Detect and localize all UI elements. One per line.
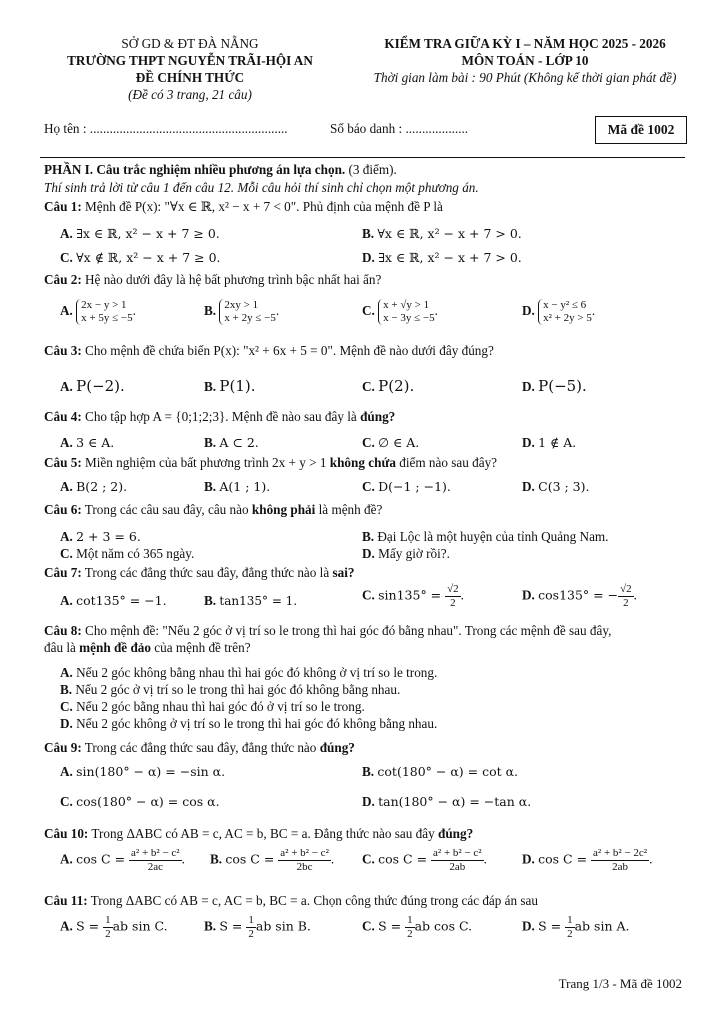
question-3: Câu 3: Cho mệnh đề chứa biến P(x): "x² + 6x + 5 = 0". Mệnh đề nào dưới đây đúng? xyxy=(44,343,494,358)
q6-option-a[interactable]: A. 2 + 3 = 6. xyxy=(60,529,141,544)
q3-option-a[interactable]: A. P(−2). xyxy=(60,377,125,395)
q4-option-c[interactable]: C. ∅ ∈ A. xyxy=(362,435,420,450)
q3-text: Cho mệnh đề chứa biến P(x): "x² + 6x + 5 = 0". Mệnh đề nào dưới đây đúng? xyxy=(85,343,494,358)
part1-heading xyxy=(44,162,397,178)
header-left xyxy=(40,35,340,103)
q6-option-d[interactable]: D. Mấy giờ rồi?. xyxy=(362,546,450,561)
exam-code-box: Mã đề 1002 xyxy=(595,116,687,144)
q9-option-b[interactable]: B. cot(180° − α) = cot α. xyxy=(362,764,519,779)
part1-title: PHẦN I. Câu trắc nghiệm nhiều phương án lựa chọn. xyxy=(44,162,346,177)
question-4: Câu 4: Cho tập hợp A = {0;1;2;3}. Mệnh đề nào sau đây là đúng? xyxy=(44,409,396,424)
q5-option-c[interactable]: C. D(−1 ; −1). xyxy=(362,479,451,494)
question-11: Câu 11: Trong ΔABC có AB = c, AC = b, BC = a. Chọn công thức đúng trong các đáp án sau xyxy=(44,893,539,908)
question-8: Câu 8: Cho mệnh đề: "Nếu 2 góc ở vị trí so le trong thì hai góc đó bằng nhau". Trong các mệnh đề sau đây, xyxy=(44,623,612,638)
q9-option-c[interactable]: C. cos(180° − α) = cos α. xyxy=(60,794,220,809)
school-name: TRƯỜNG THPT NGUYỄN TRÃI-HỘI AN xyxy=(67,53,313,68)
q5-option-d[interactable]: D. C(3 ; 3). xyxy=(522,479,590,494)
part1-instruction: Thí sinh trả lời từ câu 1 đến câu 12. Mỗi câu hỏi thí sinh chỉ chọn một phương án. xyxy=(44,180,479,195)
pages-note: (Đề có 3 trang, 21 câu) xyxy=(128,87,252,102)
name-field: Họ tên : ............................................................ xyxy=(44,121,288,136)
official-label: ĐỀ CHÍNH THỨC xyxy=(135,70,245,85)
part1-points: (3 điểm). xyxy=(345,162,397,177)
q7-option-c[interactable]: C. sin135° = $\frac{√2}{2}$ . xyxy=(362,583,464,609)
q4-option-d[interactable]: D. 1 ∉ A. xyxy=(522,435,577,450)
q2-option-b[interactable]: B. 2xy > 1 x + 2y ≤ −5 . xyxy=(204,299,280,324)
question-7: Câu 7: Trong các đẳng thức sau đây, đẳng thức nào là sai? xyxy=(44,565,355,580)
q10-option-a[interactable]: A. cos C = $\frac{\text{a² + b² − c²}}{2ac}$ . xyxy=(60,847,185,873)
q5-option-a[interactable]: A. B(2 ; 2). xyxy=(60,479,128,494)
exam-title: KIỂM TRA GIỮA KỲ I – NĂM HỌC 2025 - 2026 xyxy=(384,36,666,51)
question-5: Câu 5: Miền nghiệm của bất phương trình 2x + y > 1 không chứa điểm nào sau đây? xyxy=(44,455,498,470)
q1-label: Câu 1: xyxy=(44,199,82,214)
question-6: Câu 6: Trong các câu sau đây, câu nào không phải là mệnh đề? xyxy=(44,502,383,517)
q1-option-a[interactable]: A. ∃x ∈ ℝ, x² − x + 7 ≥ 0. xyxy=(60,226,220,241)
q9-option-a[interactable]: A. sin(180° − α) = −sin α. xyxy=(60,764,226,779)
id-field: Số báo danh : ................... xyxy=(330,121,469,136)
q1-option-b[interactable]: B. ∀x ∈ ℝ, x² − x + 7 > 0. xyxy=(362,226,522,241)
q11-option-d[interactable]: D. S = $\frac{1}{2}$ ab sin A. xyxy=(522,914,630,940)
question-1 xyxy=(44,199,443,215)
question-9: Câu 9: Trong các đẳng thức sau đây, đẳng thức nào đúng? xyxy=(44,740,355,755)
page-footer: Trang 1/3 - Mã đề 1002 xyxy=(558,976,682,991)
question-10: Câu 10: Trong ΔABC có AB = c, AC = b, BC = a. Đẳng thức nào sau đây đúng? xyxy=(44,826,474,841)
q8-option-b[interactable]: B. Nếu 2 góc ở vị trí so le trong thì hai góc đó không bằng nhau. xyxy=(60,682,401,697)
question-8-cont: đâu là mệnh đề đảo của mệnh đề trên? xyxy=(44,640,251,655)
q5-option-b[interactable]: B. A(1 ; 1). xyxy=(204,479,271,494)
q1-option-c[interactable]: C. ∀x ∉ ℝ, x² − x + 7 ≥ 0. xyxy=(60,250,221,265)
q4-option-b[interactable]: B. A ⊂ 2. xyxy=(204,435,259,450)
q3-option-b[interactable]: B. P(1). xyxy=(204,377,256,395)
q3-option-d[interactable]: D. P(−5). xyxy=(522,377,587,395)
q9-option-d[interactable]: D. tan(180° − α) = −tan α. xyxy=(362,794,532,809)
header-divider xyxy=(40,157,685,158)
q11-option-b[interactable]: B. S = $\frac{1}{2}$ ab sin B. xyxy=(204,914,311,940)
q7-option-b[interactable]: B. tan135° = 1. xyxy=(204,593,298,608)
q10-option-d[interactable]: D. cos C = $\frac{\text{a² + b² − 2c²}}{2ab}$ . xyxy=(522,847,653,873)
q4-option-a[interactable]: A. 3 ∈ A. xyxy=(60,435,115,450)
q8-option-d[interactable]: D. Nếu 2 góc không ở vị trí so le trong thì hai góc đó không bằng nhau. xyxy=(60,716,438,731)
q6-option-c[interactable]: C. Một năm có 365 ngày. xyxy=(60,546,195,561)
q11-option-a[interactable]: A. S = $\frac{1}{2}$ ab sin C. xyxy=(60,914,168,940)
q11-option-c[interactable]: C. S = $\frac{1}{2}$ ab cos C. xyxy=(362,914,473,940)
q3-option-c[interactable]: C. P(2). xyxy=(362,377,415,395)
q10-option-b[interactable]: B. cos C = $\frac{\text{a² + b² − c²}}{2bc}$ . xyxy=(210,847,335,873)
q2-option-c[interactable]: C. x + √y > 1 x − 3y ≤ −5 . xyxy=(362,299,438,324)
q6-option-b[interactable]: B. Đại Lộc là một huyện của tỉnh Quảng Nam. xyxy=(362,529,609,544)
q1-option-d[interactable]: D. ∃x ∈ ℝ, x² − x + 7 > 0. xyxy=(362,250,522,265)
q2-text: Hệ nào dưới đây là hệ bất phương trình bậc nhất hai ẩn? xyxy=(85,272,382,287)
exam-time: Thời gian làm bài : 90 Phút (Không kể thời gian phát đề) xyxy=(373,70,677,85)
q7-option-a[interactable]: A. cot135° = −1. xyxy=(60,593,167,608)
q1-text: Mệnh đề P(x): "∀x ∈ ℝ, x² − x + 7 < 0". Phủ định của mệnh đề P là xyxy=(85,199,443,214)
q7-option-d[interactable]: D. cos135° = − $\frac{√2}{2}$ . xyxy=(522,583,637,609)
q2-option-d[interactable]: D. x − y² ≤ 6 x² + 2y > 5 . xyxy=(522,299,596,324)
header-right xyxy=(340,35,710,86)
q8-option-a[interactable]: A. Nếu 2 góc không bằng nhau thì hai góc đó không ở vị trí so le trong. xyxy=(60,665,438,680)
department: SỞ GD & ĐT ĐÀ NẴNG xyxy=(121,36,259,51)
subject: MÔN TOÁN - LỚP 10 xyxy=(461,53,589,68)
q10-option-c[interactable]: C. cos C = $\frac{\text{a² + b² − c²}}{2ab}$ . xyxy=(362,847,487,873)
question-2: Câu 2: Hệ nào dưới đây là hệ bất phương trình bậc nhất hai ẩn? xyxy=(44,272,382,287)
q2-option-a[interactable]: A. 2x − y > 1 x + 5y ≤ −5 . xyxy=(60,299,136,324)
q8-option-c[interactable]: C. Nếu 2 góc bằng nhau thì hai góc đó ở vị trí so le trong. xyxy=(60,699,365,714)
